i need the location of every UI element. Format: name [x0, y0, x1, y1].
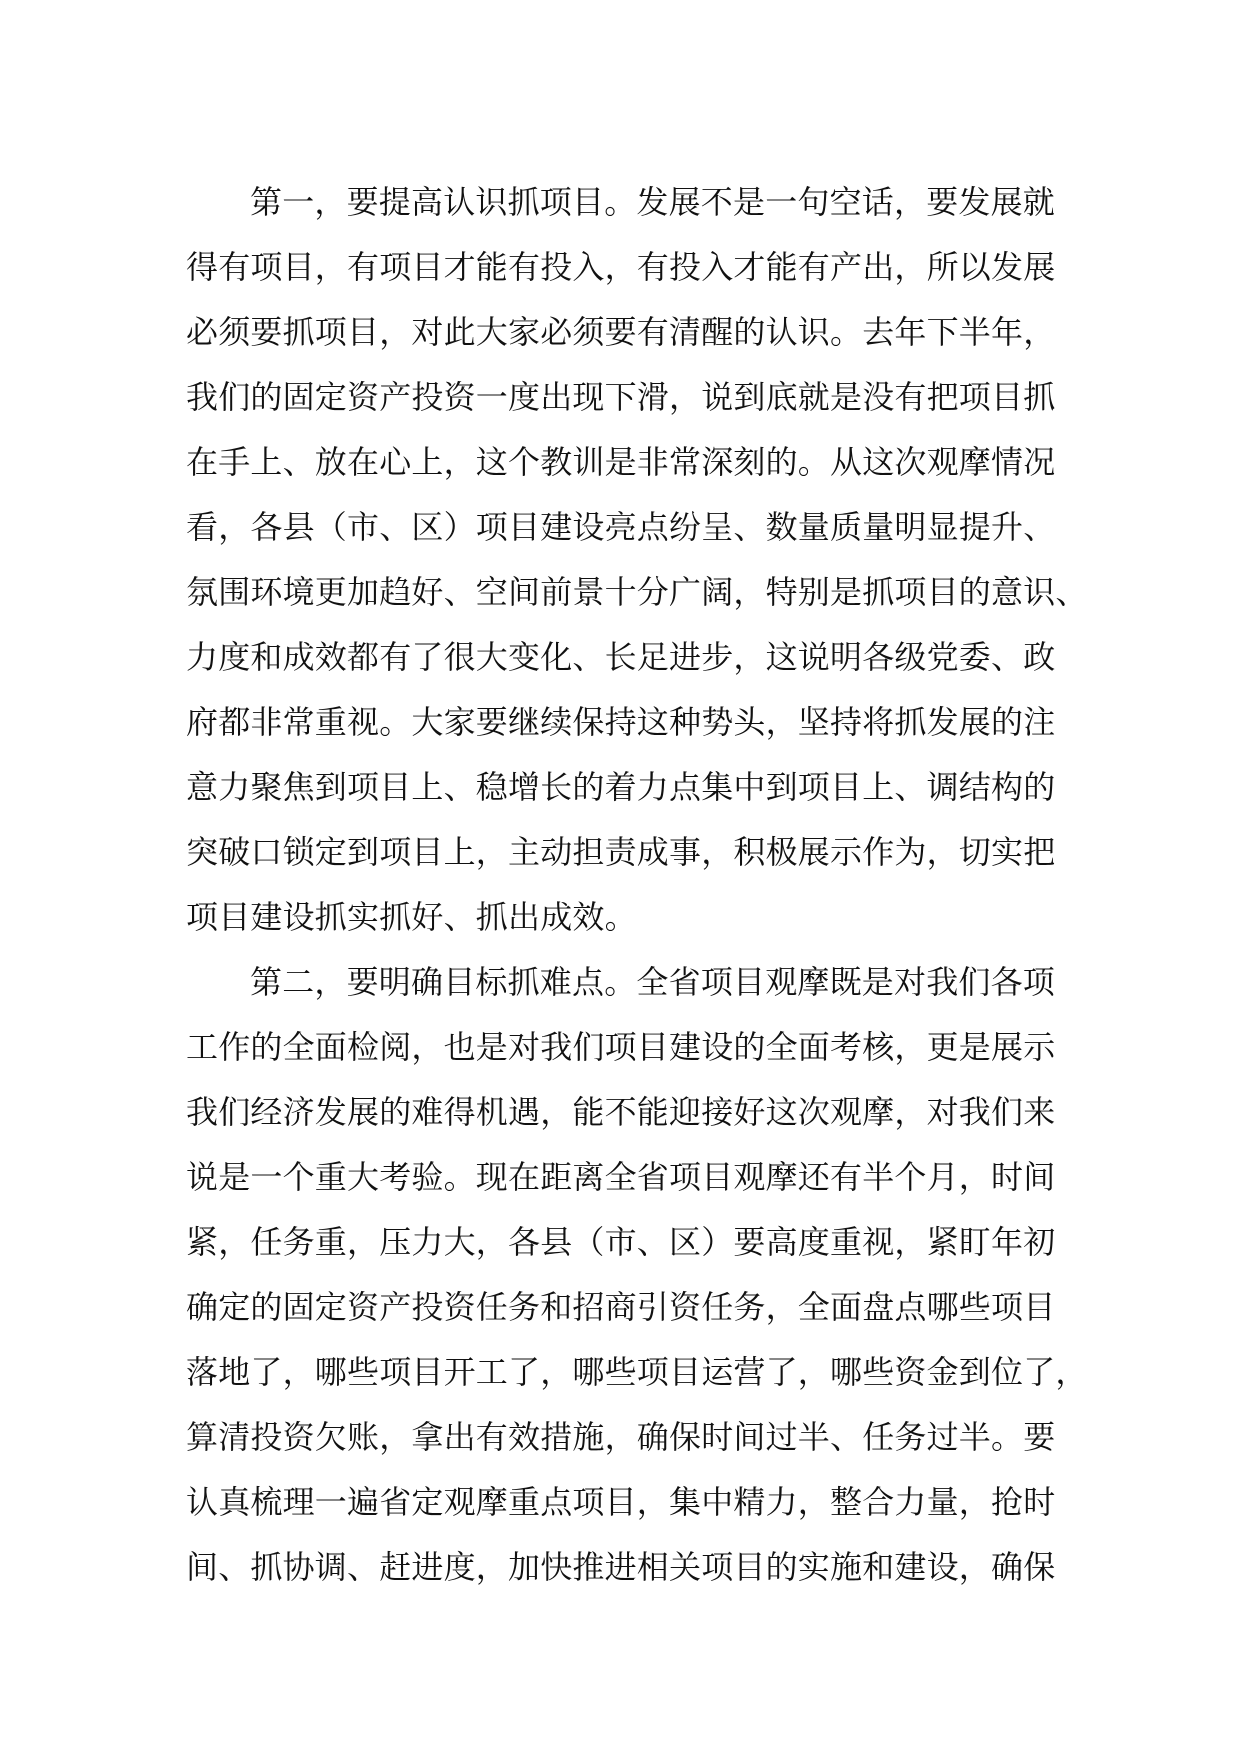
- text-line: 落地了，哪些项目开工了，哪些项目运营了，哪些资金到位了，: [186, 1353, 1088, 1391]
- text-line: 氛围环境更加趋好、空间前景十分广阔，特别是抓项目的意识、: [186, 573, 1088, 611]
- text-line: 我们的固定资产投资一度出现下滑，说到底就是没有把项目抓: [186, 378, 1056, 416]
- text-line: 在手上、放在心上，这个教训是非常深刻的。从这次观摩情况: [186, 443, 1056, 481]
- text-line: 意力聚焦到项目上、稳增长的着力点集中到项目上、调结构的: [186, 768, 1056, 806]
- text-line: 得有项目，有项目才能有投入，有投入才能有产出，所以发展: [186, 248, 1056, 286]
- text-line: 认真梳理一遍省定观摩重点项目，集中精力，整合力量，抢时: [186, 1483, 1056, 1521]
- text-line: 紧，任务重，压力大，各县（市、区）要高度重视，紧盯年初: [186, 1223, 1056, 1261]
- text-line: 力度和成效都有了很大变化、长足进步，这说明各级党委、政: [186, 638, 1056, 676]
- text-line: 确定的固定资产投资任务和招商引资任务，全面盘点哪些项目: [186, 1288, 1056, 1326]
- text-line: 我们经济发展的难得机遇，能不能迎接好这次观摩，对我们来: [186, 1093, 1056, 1131]
- document-body: [186, 170, 1088, 1600]
- text-line: 第一，要提高认识抓项目。发展不是一句空话，要发展就: [250, 183, 1056, 221]
- text-line: 间、抓协调、赶进度，加快推进相关项目的实施和建设，确保: [186, 1548, 1056, 1586]
- text-line: 算清投资欠账，拿出有效措施，确保时间过半、任务过半。要: [186, 1418, 1056, 1456]
- text-line: 必须要抓项目，对此大家必须要有清醒的认识。去年下半年，: [186, 313, 1056, 351]
- paragraph-2: [186, 950, 1088, 1600]
- text-line: 第二，要明确目标抓难点。全省项目观摩既是对我们各项: [250, 963, 1056, 1001]
- text-line: 项目建设抓实抓好、抓出成效。: [186, 898, 637, 936]
- text-line: 工作的全面检阅，也是对我们项目建设的全面考核，更是展示: [186, 1028, 1056, 1066]
- text-line: 看，各县（市、区）项目建设亮点纷呈、数量质量明显提升、: [186, 508, 1056, 546]
- text-line: 突破口锁定到项目上，主动担责成事，积极展示作为，切实把: [186, 833, 1056, 871]
- text-line: 府都非常重视。大家要继续保持这种势头，坚持将抓发展的注: [186, 703, 1056, 741]
- paragraph-1: [186, 170, 1088, 950]
- text-line: 说是一个重大考验。现在距离全省项目观摩还有半个月，时间: [186, 1158, 1056, 1196]
